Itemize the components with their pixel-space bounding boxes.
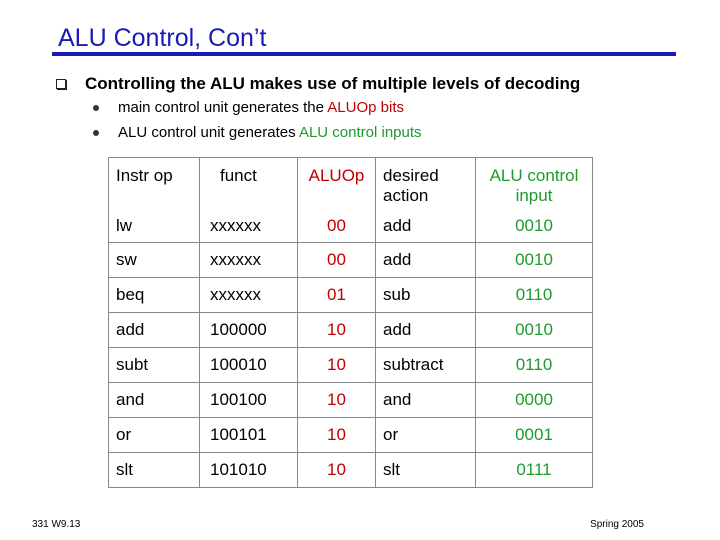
cell-aluop: 10 [298, 418, 376, 453]
title-underline [52, 52, 676, 56]
header-instr-op: Instr op [109, 158, 200, 207]
cell-aluop: 10 [298, 348, 376, 383]
cell-instr-op: add [109, 313, 200, 348]
cell-desired-action: or [376, 418, 476, 453]
cell-funct: 100000 [200, 313, 298, 348]
cell-desired-action: subtract [376, 348, 476, 383]
table-row [109, 313, 593, 348]
sub-bullet-1-highlight: ALUOp bits [327, 99, 404, 116]
cell-instr-op: or [109, 418, 200, 453]
cell-instr-op: slt [109, 453, 200, 488]
cell-instr-op: and [109, 383, 200, 418]
cell-instr-op: lw [109, 206, 200, 243]
cell-alu-control-input: 0111 [476, 453, 593, 488]
cell-alu-control-input: 0010 [476, 243, 593, 278]
cell-instr-op: beq [109, 278, 200, 313]
cell-desired-action: add [376, 243, 476, 278]
cell-desired-action: add [376, 313, 476, 348]
slide-title: ALU Control, Con’t [58, 24, 267, 52]
table-header-row [109, 158, 593, 207]
cell-funct: 100010 [200, 348, 298, 383]
header-desired-action: desired action [376, 158, 476, 207]
cell-funct: 100101 [200, 418, 298, 453]
cell-funct: 100100 [200, 383, 298, 418]
table-row [109, 453, 593, 488]
sub-bullet-2-highlight: ALU control inputs [298, 124, 422, 141]
cell-alu-control-input: 0010 [476, 313, 593, 348]
table-row [109, 348, 593, 383]
footer-slide-number: 331 W9.13 [32, 519, 81, 530]
cell-funct: 101010 [200, 453, 298, 488]
table-row [109, 418, 593, 453]
cell-aluop: 01 [298, 278, 376, 313]
cell-desired-action: and [376, 383, 476, 418]
table-body [109, 206, 593, 488]
cell-alu-control-input: 0001 [476, 418, 593, 453]
cell-funct: xxxxxx [200, 278, 298, 313]
cell-desired-action: add [376, 206, 476, 243]
cell-alu-control-input: 0110 [476, 348, 593, 383]
table-row [109, 383, 593, 418]
table-row [109, 206, 593, 243]
sub-bullet-2-prefix: ALU control unit generates [118, 124, 299, 141]
cell-instr-op: subt [109, 348, 200, 383]
cell-alu-control-input: 0010 [476, 206, 593, 243]
header-funct: funct [200, 158, 298, 207]
alu-control-table [108, 157, 593, 488]
cell-aluop: 10 [298, 313, 376, 348]
cell-funct: xxxxxx [200, 206, 298, 243]
header-alu-control-input: ALU control input [476, 158, 593, 207]
cell-instr-op: sw [109, 243, 200, 278]
header-aluop: ALUOp [298, 158, 376, 207]
cell-alu-control-input: 0110 [476, 278, 593, 313]
sub-bullet-1-prefix: main control unit generates the [118, 99, 328, 116]
table-row [109, 278, 593, 313]
table-row [109, 243, 593, 278]
cell-funct: xxxxxx [200, 243, 298, 278]
cell-desired-action: sub [376, 278, 476, 313]
main-bullet-text: Controlling the ALU makes use of multiple levels of decoding [85, 74, 581, 93]
footer-term: Spring 2005 [590, 519, 644, 530]
cell-aluop: 00 [298, 206, 376, 243]
dot-icon [93, 105, 99, 111]
cell-alu-control-input: 0000 [476, 383, 593, 418]
dot-icon [93, 130, 99, 136]
checkbox-icon [56, 79, 66, 89]
cell-aluop: 00 [298, 243, 376, 278]
cell-aluop: 10 [298, 383, 376, 418]
cell-desired-action: slt [376, 453, 476, 488]
cell-aluop: 10 [298, 453, 376, 488]
